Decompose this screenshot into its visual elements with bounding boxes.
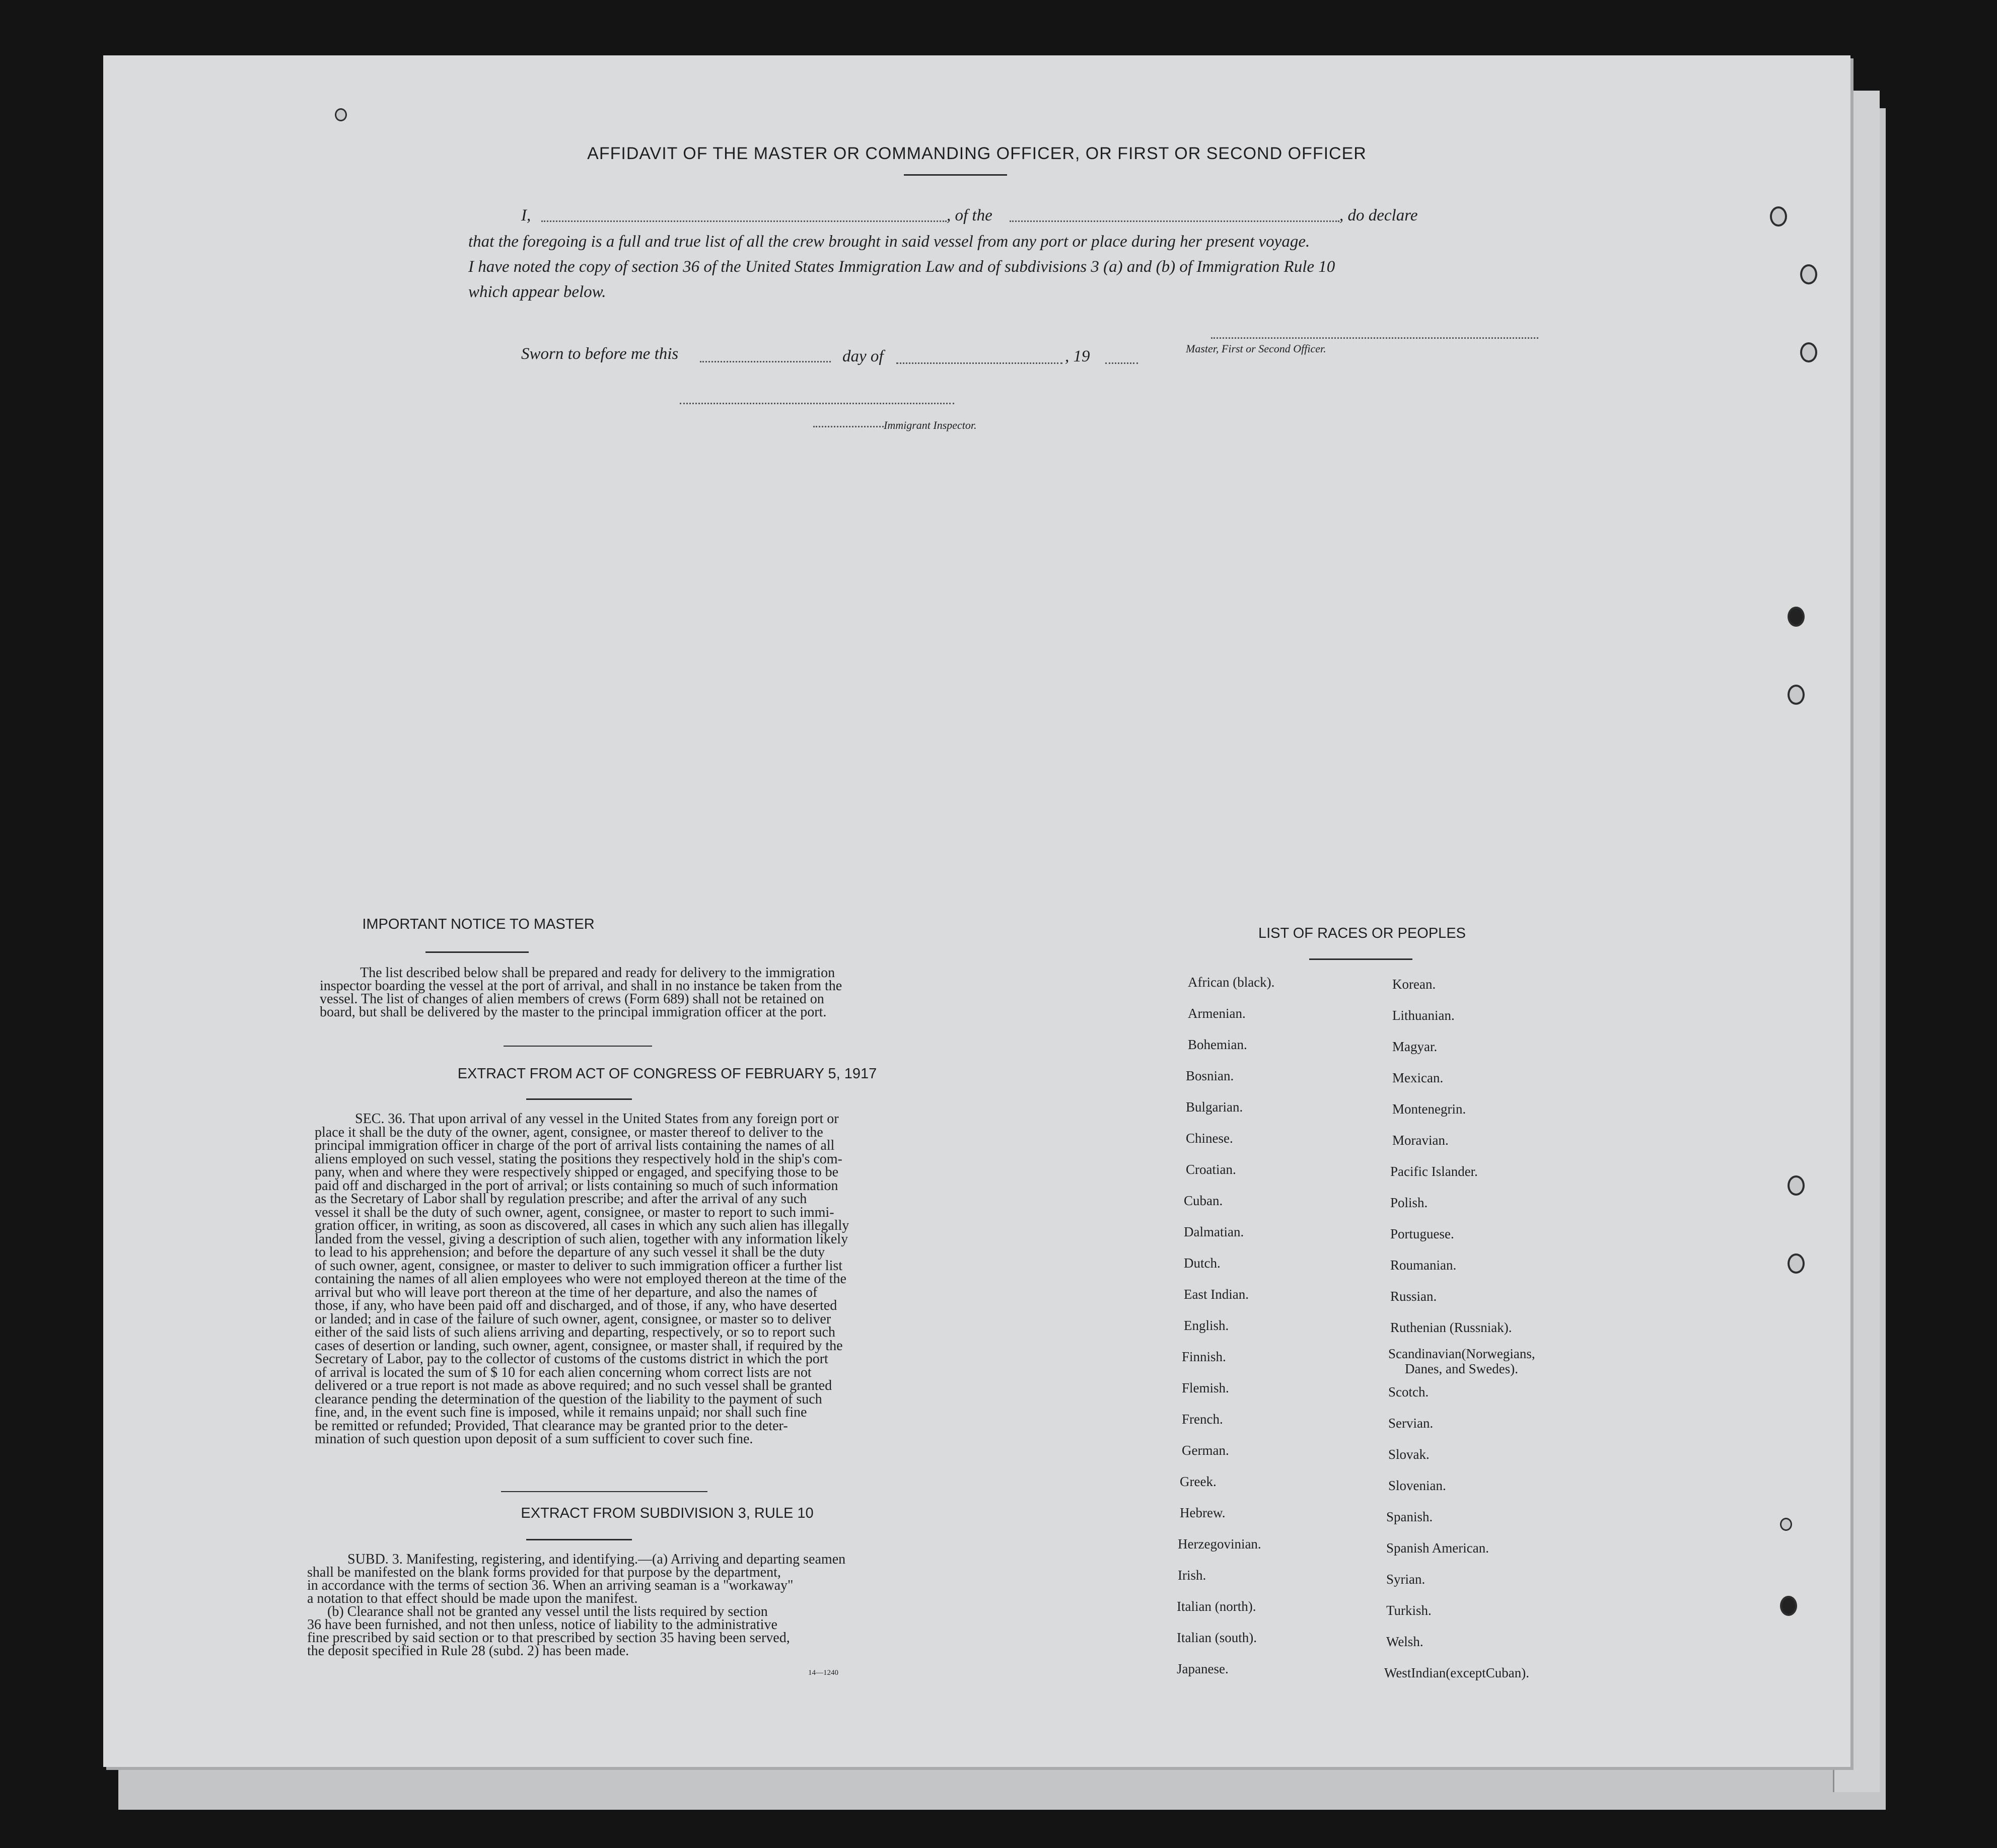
race-item: Finnish.: [1182, 1349, 1226, 1364]
race-item: Herzegovinian.: [1178, 1536, 1261, 1551]
race-item: Slovak.: [1388, 1447, 1430, 1462]
race-item: Russian.: [1390, 1289, 1437, 1304]
race-item: Scotch.: [1388, 1384, 1429, 1399]
race-item: East Indian.: [1184, 1287, 1249, 1302]
act-line: landed from the vessel, giving a description of such alien, together with any information likely: [315, 1231, 848, 1247]
notice-line: inspector boarding the vessel at the port of arrival, and shall in no instance be taken from the: [320, 978, 842, 994]
act-line: either of the said lists of such aliens arriving and departing, respectively, or so to report such: [315, 1324, 835, 1340]
rule-line: fine prescribed by said section or to that prescribed by section 35 having been served,: [307, 1630, 790, 1646]
rule-line: the deposit specified in Rule 28 (subd. 2) has been made.: [307, 1643, 629, 1659]
race-item: African (black).: [1188, 975, 1275, 990]
notice-text: [320, 967, 1015, 1019]
sworn-month-field[interactable]: [896, 362, 1062, 364]
act-line: pany, when and where they were respectively shipped or engaged, and specifying those to be: [315, 1164, 839, 1180]
race-item: Dutch.: [1184, 1255, 1221, 1271]
affidavit-line-3: I have noted the copy of section 36 of the United States Immigration Law and of subdivisions 3 (a) and (b) of Immigration Rule 10: [468, 258, 1335, 276]
act-line: mination of such question upon deposit of a sum sufficient to cover such fine.: [315, 1431, 753, 1447]
race-item: Chinese.: [1186, 1131, 1233, 1146]
notice-title: IMPORTANT NOTICE TO MASTER: [362, 916, 595, 932]
race-item: German.: [1182, 1443, 1229, 1458]
act-line: gration officer, in writing, as soon as discovered, all cases in which any such alien has illegally: [315, 1218, 849, 1233]
name-field[interactable]: [541, 220, 947, 222]
year-label: , 19: [1065, 347, 1090, 365]
divider: [504, 1046, 652, 1047]
race-item: Roumanian.: [1390, 1258, 1457, 1273]
act-line: arrival but who will leave port thereon at the time of her departure, and also the names of: [315, 1284, 818, 1300]
rule-line: in accordance with the terms of section 36. When an arriving seaman is a "workaway": [307, 1578, 794, 1593]
race-item: Croatian.: [1186, 1162, 1236, 1177]
affidavit-of-the: , of the: [947, 206, 992, 225]
race-item: Hebrew.: [1180, 1505, 1226, 1520]
race-item: Spanish.: [1386, 1509, 1433, 1524]
race-item: English.: [1184, 1318, 1229, 1333]
race-item: Korean.: [1392, 977, 1436, 992]
punch-hole-icon: [1788, 1175, 1805, 1196]
notice-line: board, but shall be delivered by the master to the principal immigration officer at the port.: [320, 1004, 827, 1020]
inspector-caption: Immigrant Inspector.: [884, 419, 977, 431]
race-item: Mexican.: [1392, 1070, 1444, 1085]
act-line: delivered or a true report is not made as above required; and no such vessel shall be granted: [315, 1378, 832, 1393]
act-line: clearance pending the determination of the question of the liability to the payment of such: [315, 1391, 822, 1407]
act-line: containing the names of all alien employees who were not employed thereon at the time of the: [315, 1271, 846, 1287]
race-item: Italian (south).: [1177, 1630, 1257, 1645]
race-item: WestIndian(exceptCuban).: [1384, 1665, 1529, 1680]
affidavit-title: AFFIDAVIT OF THE MASTER OR COMMANDING OFFICER, OR FIRST OR SECOND OFFICER: [587, 144, 1367, 163]
divider: [1309, 958, 1412, 960]
act-line: of such owner, agent, consignee, or master to deliver to such immigration officer a further list: [315, 1258, 843, 1274]
race-item: Japanese.: [1177, 1661, 1229, 1676]
divider: [526, 1539, 632, 1540]
race-item: Moravian.: [1392, 1133, 1449, 1148]
rule-line: shall be manifested on the blank forms provided for that purpose by the department,: [307, 1565, 781, 1580]
affidavit-i: I,: [521, 206, 531, 225]
race-item: Portuguese.: [1390, 1226, 1454, 1241]
notice-line: vessel. The list of changes of alien members of crews (Form 689) shall not be retained on: [320, 991, 824, 1007]
rule-line: 36 have been furnished, and not then unless, notice of liability to the administrative: [307, 1617, 777, 1633]
punch-hole-icon: [1788, 607, 1805, 627]
document-page: [103, 55, 1850, 1767]
act-line: as the Secretary of Labor shall by regulation prescribe; and after the arrival of any such: [315, 1191, 807, 1207]
officer-caption: Master, First or Second Officer.: [1186, 342, 1326, 355]
rule-line: (b) Clearance shall not be granted any vessel until the lists required by section: [327, 1604, 768, 1619]
race-item: Magyar.: [1392, 1039, 1438, 1054]
races-title: LIST OF RACES OR PEOPLES: [1258, 925, 1466, 941]
race-item: Armenian.: [1188, 1006, 1246, 1021]
race-item: Slovenian.: [1388, 1478, 1446, 1493]
form-number: 14—1240: [808, 1669, 838, 1677]
act-title: EXTRACT FROM ACT OF CONGRESS OF FEBRUARY 5, 1917: [457, 1066, 877, 1082]
punch-hole-icon: [1800, 342, 1817, 362]
divider: [425, 951, 529, 953]
race-item: Flemish.: [1182, 1380, 1229, 1395]
race-item: Danes, and Swedes).: [1405, 1361, 1518, 1376]
day-of-label: day of: [842, 347, 884, 365]
act-line: Secretary of Labor, pay to the collector of customs of the customs district in which the port: [315, 1351, 828, 1367]
race-item: Turkish.: [1386, 1603, 1432, 1618]
sworn-label: Sworn to before me this: [521, 345, 679, 363]
race-item: Bosnian.: [1186, 1068, 1234, 1083]
race-item: Servian.: [1388, 1416, 1434, 1431]
rule-line: SUBD. 3. Manifesting, registering, and identifying.—(a) Arriving and departing seamen: [347, 1551, 846, 1567]
rule-title: EXTRACT FROM SUBDIVISION 3, RULE 10: [521, 1505, 814, 1521]
officer-signature-field[interactable]: [1211, 337, 1538, 339]
punch-hole-icon: [1788, 685, 1805, 705]
punch-hole-icon: [1780, 1596, 1797, 1616]
divider: [526, 1098, 632, 1100]
affidavit-line-2: that the foregoing is a full and true list of all the crew brought in said vessel from any port or place during her present voyage.: [468, 233, 1310, 251]
race-item: Pacific Islander.: [1390, 1164, 1478, 1179]
notice-line: The list described below shall be prepared and ready for delivery to the immigration: [360, 965, 835, 981]
rule-line: a notation to that effect should be made upon the manifest.: [307, 1591, 638, 1606]
race-item: Spanish American.: [1386, 1540, 1489, 1556]
act-line: vessel it shall be the duty of such owner, agent, consignee, or master to report to such immi-: [315, 1204, 834, 1220]
race-item: Cuban.: [1184, 1193, 1223, 1208]
act-line: place it shall be the duty of the owner, agent, consignee, or master thereof to deliver to the: [315, 1124, 823, 1140]
act-line: or landed; and in case of the failure of such owner, agent, consignee, or master so to deliver: [315, 1311, 831, 1327]
divider: [904, 174, 1007, 176]
rule-text: [307, 1553, 1012, 1658]
act-line: principal immigration officer in charge of the port of arrival lists containing the names of all: [315, 1138, 835, 1153]
act-line: be remitted or refunded; Provided, That clearance may be granted prior to the deter-: [315, 1418, 788, 1434]
act-line: paid off and discharged in the port of arrival; or lists containing so much of such information: [315, 1177, 838, 1194]
race-item: Welsh.: [1386, 1634, 1423, 1649]
punch-hole-icon: [335, 108, 347, 121]
affidavit-line-4: which appear below.: [468, 283, 606, 301]
act-line: of arrival is located the sum of $ 10 for each alien concerning whom correct lists are not: [315, 1364, 812, 1380]
race-item: Greek.: [1180, 1474, 1217, 1489]
sworn-year-field[interactable]: [1105, 362, 1138, 364]
act-line: SEC. 36. That upon arrival of any vessel in the United States from any foreign port or: [355, 1111, 839, 1127]
race-item: Lithuanian.: [1392, 1008, 1455, 1023]
act-line: cases of desertion or landing, such owner, agent, consignee, or master shall, if required by the: [315, 1338, 843, 1354]
race-item: Scandinavian(Norwegians,: [1388, 1346, 1535, 1361]
act-line: aliens employed on such vessel, stating the positions they respectively hold in the ship's com-: [315, 1151, 842, 1167]
race-item: Ruthenian (Russniak).: [1390, 1320, 1512, 1335]
punch-hole-icon: [1770, 206, 1787, 227]
race-item: Dalmatian.: [1184, 1224, 1244, 1239]
vessel-field[interactable]: [1010, 220, 1339, 222]
race-item: French.: [1182, 1412, 1223, 1427]
affidavit-do-declare: , do declare: [1339, 206, 1418, 225]
race-item: Irish.: [1178, 1568, 1206, 1583]
race-item: Montenegrin.: [1392, 1101, 1466, 1117]
punch-hole-icon: [1800, 264, 1817, 284]
race-item: Bohemian.: [1188, 1037, 1247, 1052]
act-text: [315, 1113, 1015, 1446]
act-line: fine, and, in the event such fine is imposed, while it remains unpaid; nor shall such fine: [315, 1405, 807, 1420]
race-item: Syrian.: [1386, 1572, 1425, 1587]
inspector-signature-field[interactable]: [680, 403, 954, 404]
act-line: those, if any, who have been paid off and discharged, and of those, if any, who have deserted: [315, 1298, 837, 1313]
punch-hole-icon: [1788, 1253, 1805, 1274]
race-item: Polish.: [1390, 1195, 1428, 1210]
race-item: Bulgarian.: [1186, 1099, 1243, 1115]
sworn-day-field[interactable]: [700, 361, 831, 362]
inspector-dots: [813, 426, 884, 427]
divider: [501, 1491, 707, 1492]
act-line: to lead to his apprehension; and before the departure of any such vessel it shall be the duty: [315, 1244, 825, 1260]
punch-hole-icon: [1780, 1518, 1792, 1531]
race-item: Italian (north).: [1177, 1599, 1256, 1614]
